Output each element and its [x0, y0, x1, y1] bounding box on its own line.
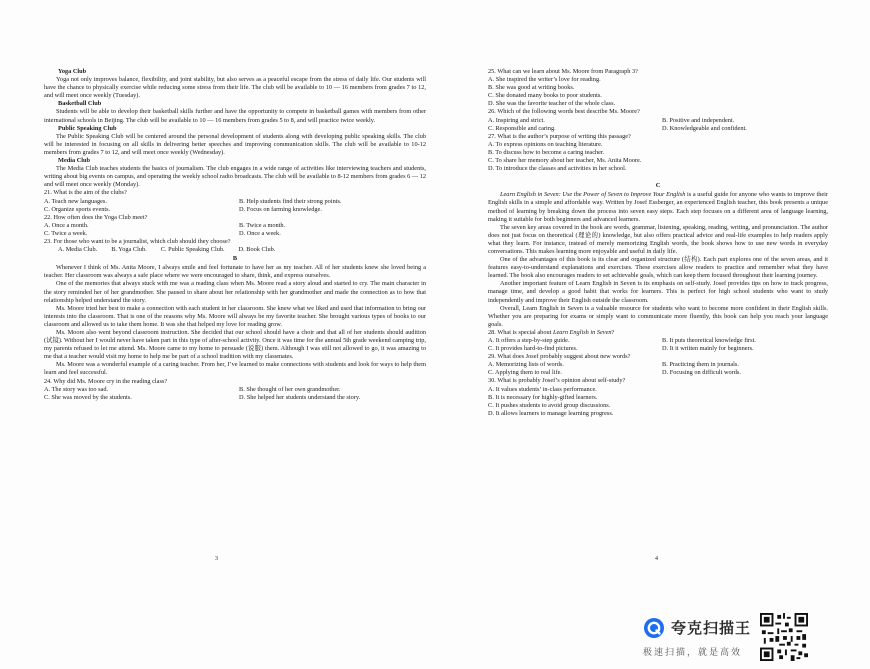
page-number: 4	[655, 556, 658, 562]
question-22-options	[44, 222, 426, 238]
question-28-options	[488, 337, 828, 353]
question-29-options	[488, 361, 828, 377]
option: C. Responsible and caring.	[488, 124, 556, 132]
question-22: 22. How often does the Yoga Club meet?	[44, 213, 148, 221]
passage-c-paragraph	[488, 191, 828, 223]
yoga-club-text: Yoga not only improves balance, flexibility, and joint stability, but also serves as a peaceful escape from the stress of daily life. Our students will have the chance to physically exercise while reducing some stress from their life. The club will be available to 10 — 16 members from grades 7 to 12, and will meet once weekly (Tuesday).	[44, 76, 426, 100]
option: D. She was the favorite teacher of the whole class.	[488, 100, 616, 108]
left-page-column	[44, 68, 426, 402]
option: B. Positive and independent.	[662, 116, 735, 124]
option: A. Memorizing lists of words.	[488, 361, 564, 369]
question-28	[488, 329, 828, 337]
option: B. It is necessary for highly-gifted learners.	[488, 393, 598, 401]
passage-b-paragraph: One of the memories that always stuck with me was a reading class when Ms. Moore read a story aloud and started to cry. The main character in the story reminded her of her grandmother. She paused to share about her relationship with her grandmother and made the connection as to how that relationship helped understand the story.	[44, 280, 426, 304]
option: C. Organize sports events.	[44, 205, 111, 213]
option: A. To express opinions on teaching literature.	[488, 140, 603, 148]
passage-c-paragraph: Another important feature of Learn English in Seven is its emphasis on self-study. Josef provides tips on how to track progress, manage time, and develop a good habit that works for learners. This is perfect for high school students who want to study independently and improve their English outside the classroom.	[488, 280, 828, 304]
question-23: 23. For those who want to be a journalist, which club should they choose?	[44, 237, 231, 245]
question-21: 21. What is the aim of the clubs?	[44, 189, 127, 197]
option: D. Knowledgeable and confident.	[662, 124, 747, 132]
option: B. Yoga Club.	[111, 246, 147, 254]
option: C. Public Speaking Club.	[160, 246, 225, 254]
option: B. Twice a month.	[239, 221, 286, 229]
option: C. Twice a week.	[44, 229, 88, 237]
question-text: ?	[611, 328, 615, 336]
page-number: 3	[215, 556, 218, 562]
question-26-options	[488, 117, 828, 133]
question-text: 28. What is special about	[488, 328, 553, 336]
option: B. She thought of her own grandmother.	[239, 385, 341, 393]
option: D. To introduce the classes and activities in her school.	[488, 165, 627, 173]
option: C. She was moved by the students.	[44, 393, 132, 401]
passage-b-paragraph: Ms. Moore also went beyond classroom instruction. She decided that our school should have a choir and that all of her students should audition (试镜). Without her I would never have taken part in this type of after-school activity. Once it was time for the annual 5th grade weekend camping trip, my parents refused to let me attend. Ms. Moore came to my home to persuade (说服) them. Although I was still not allowed to go, it was amazing to me that a teacher would visit my home to help me be part of a school tradition with my classmates.	[44, 329, 426, 361]
quark-logo-icon	[643, 617, 665, 639]
media-club-title: Media Club	[58, 157, 91, 165]
qr-code-icon	[760, 613, 808, 661]
option: C. Applying them to real life.	[488, 369, 562, 377]
section-b-heading: B	[232, 255, 238, 263]
option: D. It it written mainly for beginners.	[662, 345, 754, 353]
basketball-club-title: Basketball Club	[58, 100, 102, 108]
watermark-brand: 夸克扫描王	[671, 619, 752, 637]
question-30: 30. What is probably Josef’s opinion about self-study?	[488, 377, 626, 385]
option: D. Focusing on difficult words.	[662, 369, 741, 377]
option: D. Once a week.	[239, 229, 281, 237]
passage-c-paragraph: Overall, Learn English in Seven is a valuable resource for students who want to become more confident in their English skills. Whether you are preparing for exams or simply want to communicate more fluently, this book can help you reach your language goals.	[488, 304, 828, 328]
option: A. It offers a step-by-step guide.	[488, 337, 570, 344]
question-24: 24. Why did Ms. Moore cry in the reading class?	[44, 377, 168, 385]
option: A. She inspired the writer’s love for reading.	[488, 76, 601, 84]
option: D. Focus on farming knowledge.	[239, 205, 322, 213]
question-24-options	[44, 386, 426, 402]
option: C. To share her memory about her teacher, Ms. Anita Moore.	[488, 157, 642, 165]
question-21-options	[44, 198, 426, 214]
basketball-club-text: Students will be able to develop their basketball skills further and have the opportunity to compete in basketball games with members from other international schools in Beijing. The club will be available to 10 — 16 members from grades 5 to 8, and will practice twice weekly.	[44, 108, 426, 124]
option: D. It allows learners to manage learning progress.	[488, 409, 614, 417]
section-c-heading: C	[655, 182, 661, 190]
scanner-watermark	[643, 613, 808, 663]
option: C. It pushes students to avoid group discussions.	[488, 401, 611, 409]
question-27: 27. What is the author’s purpose of writing this passage?	[488, 132, 631, 140]
option: A. Teach new languages.	[44, 197, 107, 205]
passage-c-paragraph: The seven key areas covered in the book are words, grammar, listening, speaking, reading, writing, and pronunciation. The author does not just focus on theoretical (理论的) knowledge, but also offers practical advice and real-life examples to help readers apply what they learn. For instance, instead of merely memorizing English words, the book shows how to use new words in everyday conversations. This makes learning more enjoyable and useful in daily life.	[488, 223, 828, 255]
question-29: 29. What does Josef probably suggest about new words?	[488, 353, 631, 361]
option: B. To discuss how to become a caring teacher.	[488, 148, 605, 156]
passage-b-paragraph: Ms. Moore was a wonderful example of a caring teacher. From her, I’ve learned to make connections with students and look for ways to help them learn and feel successful.	[44, 361, 426, 377]
public-speaking-club-text: The Public Speaking Club will be centered around the personal development of students along with developing public speaking skills. The club will be interested in focusing on all skills in delivering better speeches and improving communication skills. The club will be available to 10-12 members from grades 7 to 12, and will meet once weekly (Wednesday).	[44, 132, 426, 156]
option: A. Media Club.	[58, 246, 98, 254]
option: D. Book Club.	[238, 246, 276, 254]
passage-c-text: is a useful guide for anyone who wants to improve their English skills in a simple and affordable way. Written by Josef Essberger, an experienced English teacher, this book presents a unique method of learning by breaking down the process into seven easy steps. Each step focuses on a different area of language learning, making it suitable for both beginners and advanced learners.	[488, 191, 828, 223]
book-title: Learn English in Seven	[552, 328, 612, 336]
option: A. It values students’ in-class performance.	[488, 385, 597, 393]
right-page-column	[488, 68, 828, 418]
passage-b-paragraph: Whenever I think of Ms. Anita Moore, I always smile and feel fortunate to have her as my teacher. All of her students knew she loved being a teacher. Her classroom was always a safe place where we were encouraged to share, think, and express ourselves.	[44, 264, 426, 280]
option: A. Inspiring and strict.	[488, 116, 545, 124]
yoga-club-title: Yoga Club	[58, 68, 87, 75]
option: D. She helped her students understand the story.	[239, 393, 361, 401]
option: B. Help students find their strong points.	[239, 197, 342, 205]
question-23-options	[58, 246, 426, 254]
option: B. She was good at writing books.	[488, 84, 575, 92]
question-26: 26. Which of the following words best describe Ms. Moore?	[488, 108, 640, 116]
media-club-text: The Media Club teaches students the basics of journalism. The club engages in a wide range of activities like interviewing teachers and students, writing about big events on campus, and operating the weekly school radio broadcasts. The club will be available to 8-12 members from grades 6 — 12 and will meet once weekly (Monday).	[44, 165, 426, 189]
book-title: Learn English in Seven: Use the Power of Seven to Improve Your English	[500, 191, 686, 199]
passage-c-paragraph: One of the advantages of this book is its clear and organized structure (结构). Each part explores one of the seven areas, and it features easy-to-understand explanations and exercises. These exercises allow readers to practice and remember what they have learned. The book also encourages readers to set achievable goals, which can keep them focused throughout their learning journey.	[488, 256, 828, 280]
question-25: 25. What can we learn about Ms. Moore from Paragraph 3?	[488, 68, 638, 75]
public-speaking-club-title: Public Speaking Club	[58, 124, 117, 132]
option: B. Practicing them in journals.	[662, 361, 739, 369]
option: A. Once a month.	[44, 221, 89, 229]
passage-b-paragraph: Ms. Moore tried her best to make a connection with each student in her classroom. She knew what we liked and used that information to bring our interests into the classroom. That is one of the reasons why Ms. Moore will always be my favorite teacher. She brought various types of books to our classroom and allowed us to take them home. It was she that helped my love for reading grow.	[44, 304, 426, 328]
option: C. She donated many books to poor students.	[488, 92, 602, 100]
option: A. The story was too sad.	[44, 385, 109, 393]
option: B. It puts theoretical knowledge first.	[662, 337, 756, 344]
watermark-slogan: 极速扫描，就是高效	[643, 648, 743, 658]
option: C. It provides hard-to-find pictures.	[488, 345, 578, 353]
